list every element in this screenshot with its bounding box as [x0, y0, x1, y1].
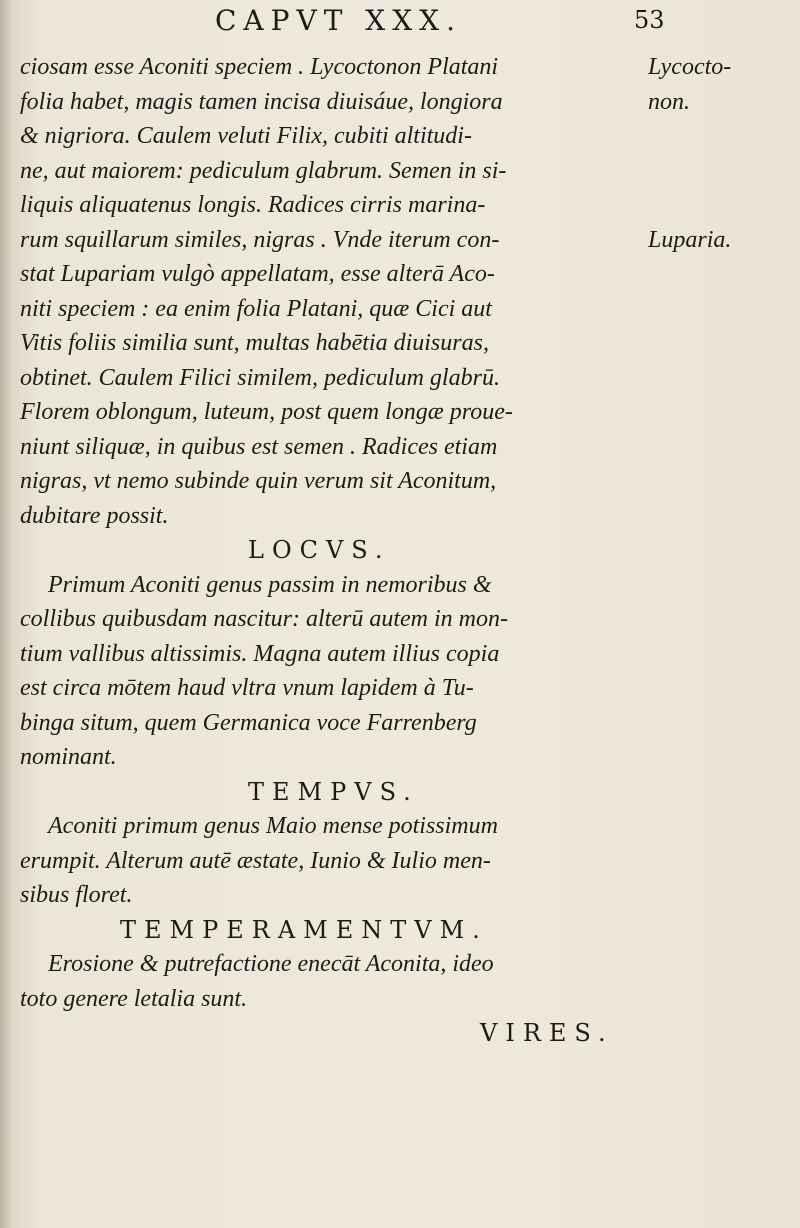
text-line: liquis aliquatenus longis. Radices cirris marina-: [20, 192, 486, 218]
page-number: 53: [634, 6, 665, 34]
margin-note-lycoctonon: Lycocto-: [648, 54, 732, 80]
text-line: erumpit. Alterum autē æstate, Iunio & Iulio men-: [20, 847, 491, 874]
text-line: folia habet, magis tamen incisa diuisáue, longiora: [20, 88, 503, 115]
text-line: est circa mōtem haud vltra vnum lapidem à Tu-: [20, 675, 474, 701]
text-line: Primum Aconiti genus passim in nemoribus &: [48, 571, 492, 598]
text-line: ciosam esse Aconiti speciem . Lycoctonon Platani: [20, 54, 499, 80]
text-line: niunt siliquæ, in quibus est semen . Radices etiam: [20, 433, 498, 460]
text-line: stat Lupariam vulgò appellatam, esse alterā Aco-: [20, 261, 495, 287]
text-line: dubitare possit.: [20, 502, 169, 529]
margin-note-lycoctonon-cont: non.: [648, 88, 690, 115]
section-heading-locus: LOCVS.: [248, 536, 391, 564]
text-line: Vitis foliis similia sunt, multas habētia diuisuras,: [20, 330, 489, 356]
text-line: Erosione & putrefactione enecāt Aconita, ideo: [48, 951, 494, 977]
text-line: Aconiti primum genus Maio mense potissimum: [48, 813, 498, 839]
text-line: niti speciem : ea enim folia Platani, quæ Cici aut: [20, 295, 492, 322]
text-line: Florem oblongum, luteum, post quem longæ proue-: [20, 399, 513, 425]
text-line: & nigriora. Caulem veluti Filix, cubiti altitudi-: [20, 123, 472, 149]
text-line: obtinet. Caulem Filici similem, pediculum glabrū.: [20, 364, 500, 391]
text-line: sibus floret.: [20, 882, 133, 908]
text-line: rum squillarum similes, nigras . Vnde iterum con-: [20, 226, 500, 253]
text-line: binga situm, quem Germanica voce Farrenberg: [20, 709, 477, 736]
text-line: toto genere letalia sunt.: [20, 985, 248, 1012]
chapter-title: CAPVT XXX.: [215, 4, 462, 37]
text-line: tium vallibus altissimis. Magna autem illius copia: [20, 640, 500, 667]
text-line: nominant.: [20, 744, 117, 770]
section-heading-vires: VIRES.: [480, 1019, 614, 1047]
section-heading-tempus: TEMPVS.: [248, 777, 419, 806]
page-spine-shadow: [0, 0, 12, 1228]
main-text-column: [20, 50, 640, 1051]
running-head: [0, 4, 800, 44]
section-heading-temperamentum: TEMPERAMENTVM.: [120, 915, 488, 944]
text-line: ne, aut maiorem: pediculum glabrum. Semen in si-: [20, 157, 507, 184]
text-line: collibus quibusdam nascitur: alterū autem in mon-: [20, 606, 508, 632]
text-line: nigras, vt nemo subinde quin verum sit Aconitum,: [20, 468, 497, 494]
margin-note-luparia: Luparia.: [648, 226, 732, 253]
